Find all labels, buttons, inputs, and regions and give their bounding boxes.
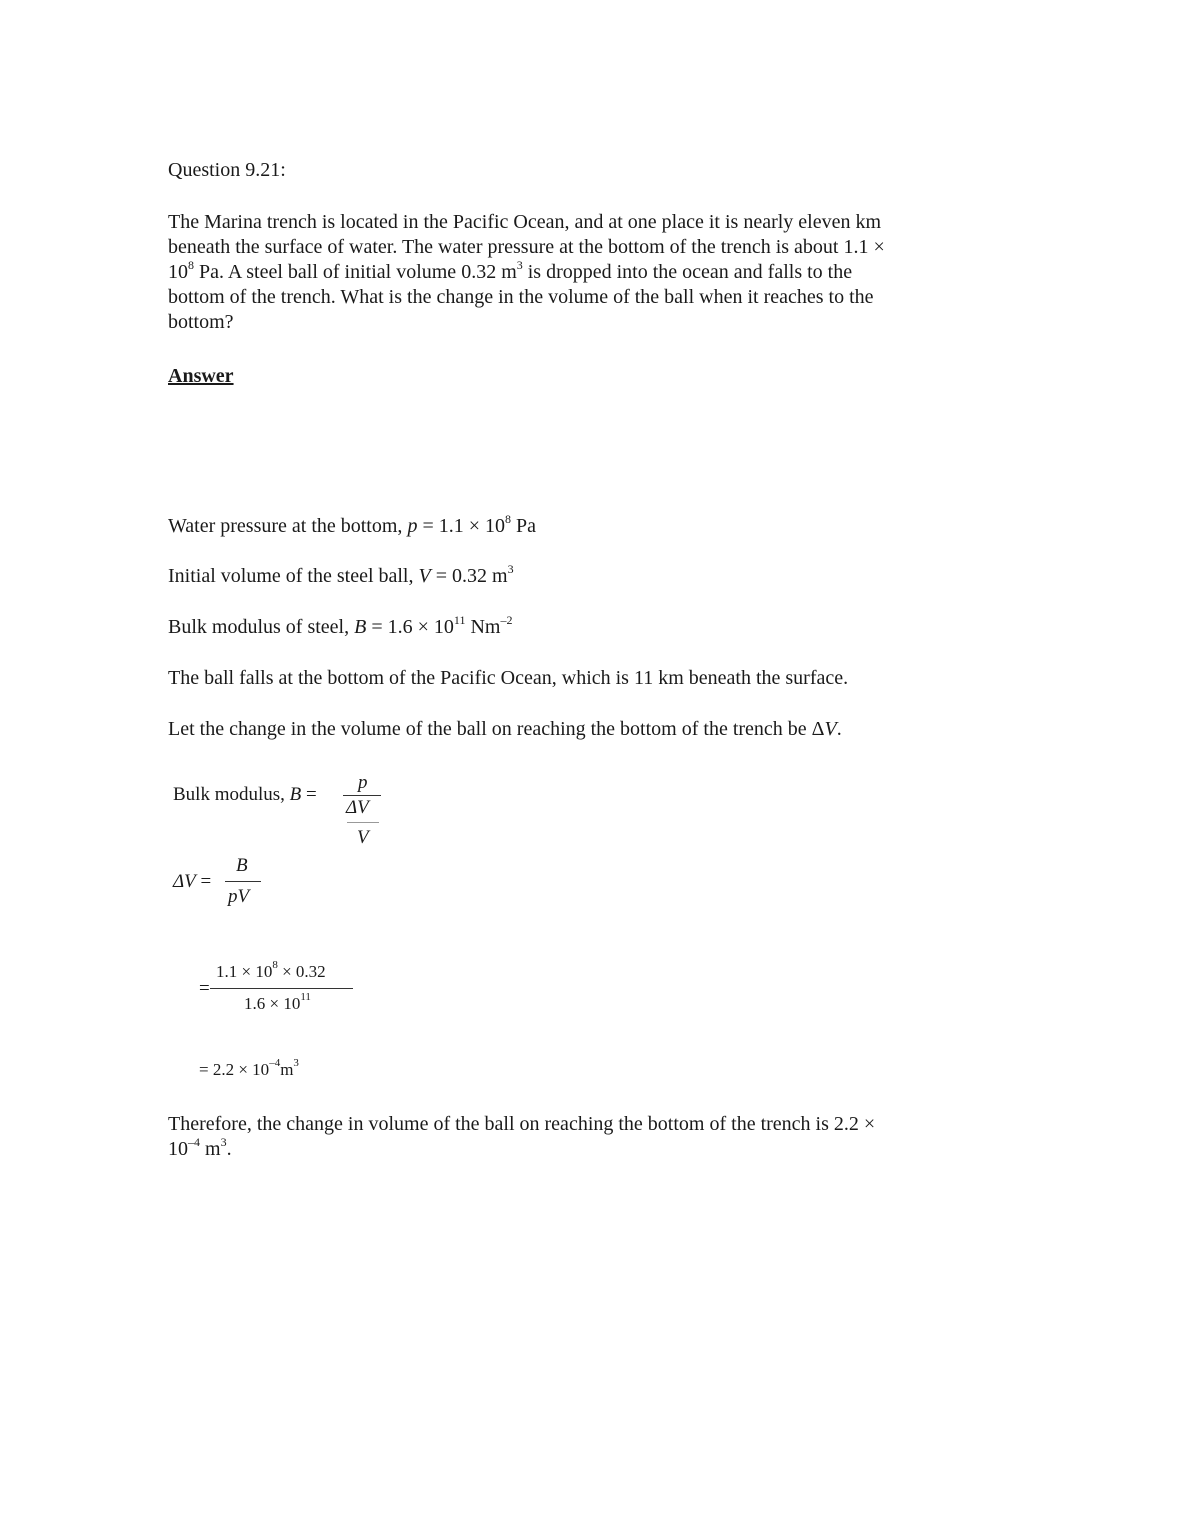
eq1-denominator-numerator: ΔV [346, 797, 369, 818]
given-pressure: Water pressure at the bottom, $p = 1.1 \times 10^8$ Pa [168, 512, 536, 537]
question-line-3: $10^8$ Pa. A steel ball of initial volume 0.32 $m^3$ is dropped into the ocean and falls to the [168, 258, 853, 283]
eq4-result: = $2.2 \times 10^{-4}m^3$ [199, 1057, 299, 1079]
conclusion-line-1: Therefore, the change in volume of the ball on reaching the bottom of the trench is 2.2 × [168, 1113, 876, 1135]
eq3-equals: = [199, 978, 210, 999]
eq1-numerator: p [358, 772, 368, 793]
question-line-1: The Marina trench is located in the Pacific Ocean, and at one place it is nearly eleven km [168, 211, 882, 233]
eq2-fraction-bar [225, 881, 261, 882]
question-line-4: bottom of the trench. What is the change in the volume of the ball when it reaches to the [168, 286, 874, 308]
eq2-denominator: pV [228, 886, 250, 907]
answer-heading: Answer [168, 365, 234, 387]
eq3-fraction-bar [210, 988, 353, 989]
eq2-numerator: B [236, 855, 248, 876]
question-line-2: beneath the surface of water. The water pressure at the bottom of the trench is about 1.1 × [168, 236, 885, 258]
question-line-5: bottom? [168, 311, 234, 333]
given-volume: Initial volume of the steel ball, V = 0.32 $m^3$ [168, 562, 514, 587]
statement-ball-falls: The ball falls at the bottom of the Pacific Ocean, which is 11 km beneath the surface. [168, 667, 849, 689]
eq1-fraction-bar [343, 795, 381, 796]
question-title: Question 9.21: [168, 159, 286, 181]
eq3-denominator: $1.6 \times 10^{11}$ [244, 991, 311, 1013]
eq1-label: Bulk modulus, B = [173, 784, 317, 805]
eq1-inner-fraction-bar [347, 822, 379, 823]
eq3-numerator: $1.1 \times 10^8 \times 0.32$ [216, 959, 326, 981]
eq1-denominator-denominator: V [357, 827, 369, 848]
eq2-lhs: ΔV = [173, 871, 212, 892]
conclusion-line-2: $10^{-4}$ $m^3$. [168, 1135, 232, 1160]
given-bulk-modulus: Bulk modulus of steel, $B = 1.6 \times 10^{11}$ $Nm^{-2}$ [168, 613, 513, 638]
statement-change-volume: Let the change in the volume of the ball on reaching the bottom of the trench be ΔV. [168, 718, 842, 740]
